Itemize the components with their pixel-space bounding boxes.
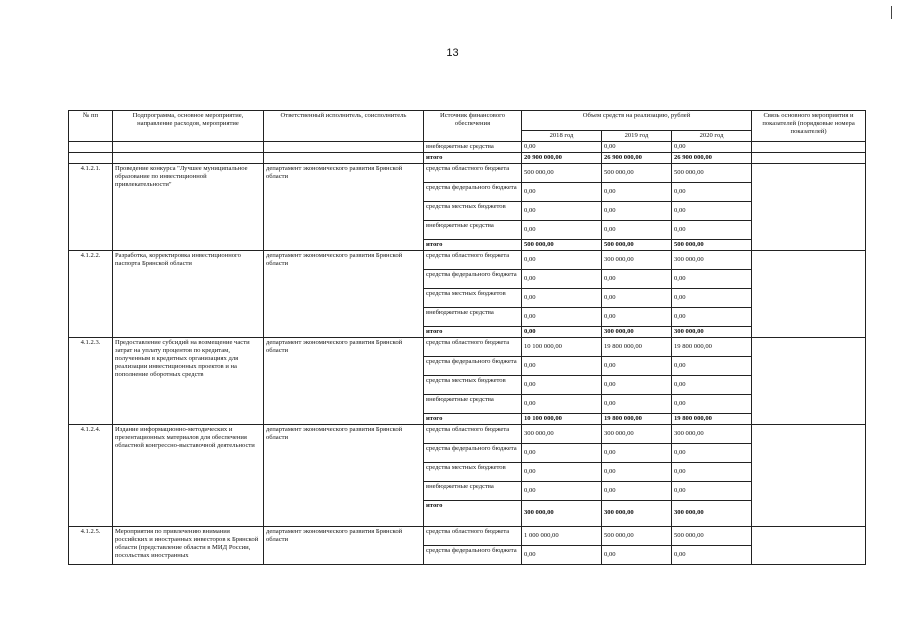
source-cell: средства федерального бюджета [424, 545, 522, 564]
source-cell: средства областного бюджета [424, 424, 522, 443]
header-year-2019: 2019 год [602, 131, 672, 142]
header-source: Источник финансового обеспечения [424, 111, 522, 142]
value-cell: 500 000,00 [602, 239, 672, 250]
table-row [69, 337, 866, 356]
value-cell: 19 800 000,00 [672, 413, 752, 424]
value-cell: 0,00 [602, 394, 672, 413]
source-cell: средства областного бюджета [424, 163, 522, 182]
table-row [69, 424, 866, 443]
value-cell: 0,00 [672, 462, 752, 481]
value-cell: 300 000,00 [672, 500, 752, 526]
link-cell [752, 337, 866, 424]
source-cell: средства областного бюджета [424, 250, 522, 269]
source-cell: итого [424, 152, 522, 163]
value-cell: 0,00 [672, 269, 752, 288]
value-cell: 0,00 [522, 307, 602, 326]
item-executor: департамент экономического развития Брянской области [264, 250, 424, 337]
header-program: Подпрограмма, основное мероприятие, направление расходов, мероприятие [113, 111, 264, 142]
value-cell: 500 000,00 [602, 163, 672, 182]
value-cell: 0,00 [602, 356, 672, 375]
header-year-2020: 2020 год [672, 131, 752, 142]
value-cell: 300 000,00 [522, 424, 602, 443]
program-cell [113, 152, 264, 163]
table-row [69, 250, 866, 269]
item-name: Разработка, корректировка инвестиционного паспорта Брянской области [113, 250, 264, 337]
source-cell: внебюджетные средства [424, 394, 522, 413]
item-executor: департамент экономического развития Брянской области [264, 163, 424, 250]
source-cell: средства федерального бюджета [424, 356, 522, 375]
value-cell: 0,00 [522, 326, 602, 337]
item-number: 4.1.2.2. [69, 250, 113, 337]
item-name: Предоставление субсидий на возмещение части затрат на уплату процентов по кредитам, полученным в кредитных организациях для реализации инвестиционных проектов и на пополнение оборотных средств [113, 337, 264, 424]
link-cell [752, 163, 866, 250]
value-cell: 10 100 000,00 [522, 337, 602, 356]
value-cell: 0,00 [672, 307, 752, 326]
source-cell: внебюджетные средства [424, 141, 522, 152]
source-cell: внебюджетные средства [424, 307, 522, 326]
source-cell: средства федерального бюджета [424, 443, 522, 462]
value-cell: 0,00 [522, 141, 602, 152]
value-cell: 0,00 [602, 462, 672, 481]
table-header-row [69, 111, 866, 131]
source-cell: средства областного бюджета [424, 526, 522, 545]
value-cell: 0,00 [672, 220, 752, 239]
value-cell: 0,00 [672, 201, 752, 220]
table-row [69, 526, 866, 545]
value-cell: 0,00 [522, 269, 602, 288]
item-number: 4.1.2.3. [69, 337, 113, 424]
table-row [69, 141, 866, 152]
value-cell: 0,00 [522, 462, 602, 481]
value-cell: 0,00 [602, 481, 672, 500]
value-cell: 0,00 [672, 182, 752, 201]
item-number: 4.1.2.5. [69, 526, 113, 564]
value-cell: 0,00 [602, 220, 672, 239]
value-cell: 500 000,00 [672, 163, 752, 182]
source-cell: итого [424, 413, 522, 424]
value-cell: 0,00 [522, 481, 602, 500]
value-cell: 0,00 [672, 288, 752, 307]
value-cell: 0,00 [522, 182, 602, 201]
value-cell: 0,00 [522, 545, 602, 564]
header-executor: Ответственный исполнитель, соисполнитель [264, 111, 424, 142]
item-name: Издание информационно-методических и презентационных материалов для обеспечения областной конгрессно-выставочной деятельности [113, 424, 264, 526]
source-cell: средства местных бюджетов [424, 288, 522, 307]
value-cell: 0,00 [672, 141, 752, 152]
source-cell: средства местных бюджетов [424, 201, 522, 220]
num-cell [69, 152, 113, 163]
value-cell: 500 000,00 [672, 239, 752, 250]
value-cell: 0,00 [602, 307, 672, 326]
source-cell: средства областного бюджета [424, 337, 522, 356]
header-num: № пп [69, 111, 113, 142]
value-cell: 0,00 [522, 288, 602, 307]
program-cell [113, 141, 264, 152]
source-cell: средства местных бюджетов [424, 375, 522, 394]
source-cell: внебюджетные средства [424, 481, 522, 500]
budget-table [68, 110, 866, 565]
value-cell: 20 900 000,00 [522, 152, 602, 163]
value-cell: 0,00 [602, 141, 672, 152]
header-volume: Объем средств на реализацию, рублей [522, 111, 752, 131]
value-cell: 300 000,00 [672, 424, 752, 443]
header-link: Связь основного мероприятия и показателей (порядковые номера показателей) [752, 111, 866, 142]
value-cell: 300 000,00 [602, 424, 672, 443]
link-cell [752, 141, 866, 152]
executor-cell [264, 141, 424, 152]
value-cell: 0,00 [522, 394, 602, 413]
table-row [69, 152, 866, 163]
item-number: 4.1.2.4. [69, 424, 113, 526]
link-cell [752, 250, 866, 337]
value-cell: 0,00 [602, 375, 672, 394]
source-cell: внебюджетные средства [424, 220, 522, 239]
value-cell: 300 000,00 [672, 326, 752, 337]
value-cell: 19 800 000,00 [602, 337, 672, 356]
table-row [69, 163, 866, 182]
value-cell: 500 000,00 [672, 526, 752, 545]
source-cell: средства федерального бюджета [424, 182, 522, 201]
value-cell: 0,00 [602, 545, 672, 564]
value-cell: 300 000,00 [602, 250, 672, 269]
link-cell [752, 424, 866, 526]
value-cell: 0,00 [672, 443, 752, 462]
item-executor: департамент экономического развития Брянской области [264, 424, 424, 526]
value-cell: 500 000,00 [522, 163, 602, 182]
value-cell: 0,00 [602, 288, 672, 307]
value-cell: 26 900 000,00 [602, 152, 672, 163]
value-cell: 500 000,00 [522, 239, 602, 250]
value-cell: 500 000,00 [602, 526, 672, 545]
value-cell: 0,00 [672, 375, 752, 394]
value-cell: 26 900 000,00 [672, 152, 752, 163]
source-cell: итого [424, 239, 522, 250]
value-cell: 19 800 000,00 [672, 337, 752, 356]
value-cell: 0,00 [522, 443, 602, 462]
value-cell: 0,00 [672, 481, 752, 500]
value-cell: 0,00 [522, 220, 602, 239]
link-cell [752, 526, 866, 564]
value-cell: 300 000,00 [602, 326, 672, 337]
value-cell: 0,00 [522, 201, 602, 220]
source-cell: итого [424, 326, 522, 337]
source-cell: итого [424, 500, 522, 526]
item-executor: департамент экономического развития Брянской области [264, 337, 424, 424]
value-cell: 0,00 [522, 356, 602, 375]
scan-edge-mark [891, 6, 892, 19]
value-cell: 0,00 [672, 545, 752, 564]
value-cell: 300 000,00 [602, 500, 672, 526]
value-cell: 0,00 [672, 394, 752, 413]
value-cell: 300 000,00 [672, 250, 752, 269]
value-cell: 0,00 [602, 443, 672, 462]
link-cell [752, 152, 866, 163]
item-name: Проведение конкурса "Лучшее муниципальное образование по инвестиционной привлекательности" [113, 163, 264, 250]
source-cell: средства местных бюджетов [424, 462, 522, 481]
value-cell: 19 800 000,00 [602, 413, 672, 424]
value-cell: 0,00 [522, 250, 602, 269]
value-cell: 0,00 [602, 201, 672, 220]
value-cell: 0,00 [672, 356, 752, 375]
item-executor: департамент экономического развития Брянской области [264, 526, 424, 564]
value-cell: 1 000 000,00 [522, 526, 602, 545]
header-year-2018: 2018 год [522, 131, 602, 142]
item-number: 4.1.2.1. [69, 163, 113, 250]
value-cell: 0,00 [602, 269, 672, 288]
item-name: Мероприятия по привлечению внимания российских и иностранных инвесторов к Брянской области (представление области в МИД России, посольствах иностранных [113, 526, 264, 564]
value-cell: 0,00 [602, 182, 672, 201]
page-number: 13 [446, 47, 459, 59]
source-cell: средства федерального бюджета [424, 269, 522, 288]
executor-cell [264, 152, 424, 163]
value-cell: 10 100 000,00 [522, 413, 602, 424]
value-cell: 300 000,00 [522, 500, 602, 526]
value-cell: 0,00 [522, 375, 602, 394]
num-cell [69, 141, 113, 152]
